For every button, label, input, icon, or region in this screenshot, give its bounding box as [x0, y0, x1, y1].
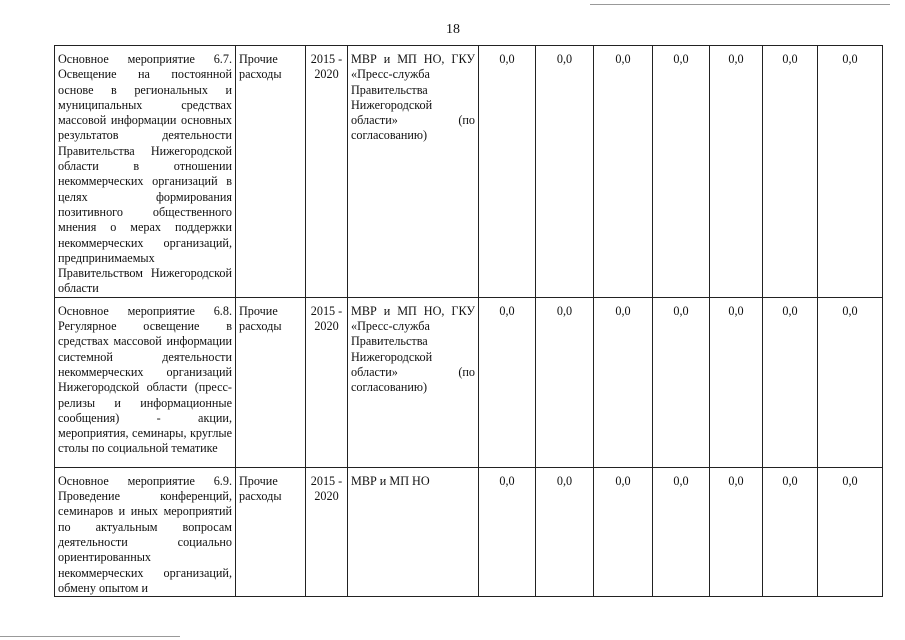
funding-value: 0,0: [479, 46, 536, 298]
implementation-years: 2015 - 2020: [306, 46, 348, 298]
bottom-scan-line: [0, 636, 180, 637]
funding-value: 0,0: [818, 467, 883, 596]
funding-value: 0,0: [710, 467, 763, 596]
executor: МВР и МП НО: [348, 467, 479, 596]
implementation-years: 2015 - 2020: [306, 467, 348, 596]
table-row: [55, 46, 883, 298]
funding-value: 0,0: [536, 46, 594, 298]
funding-value: 0,0: [763, 297, 818, 467]
funding-value: 0,0: [594, 467, 653, 596]
executor: МВР и МП НО, ГКУ «Пресс-служба Правительства Нижегородской области» (по согласованию): [348, 46, 479, 298]
funding-value: 0,0: [710, 46, 763, 298]
funding-value: 0,0: [818, 297, 883, 467]
funding-value: 0,0: [479, 467, 536, 596]
funding-value: 0,0: [710, 297, 763, 467]
expense-type: Прочие расходы: [236, 297, 306, 467]
funding-value: 0,0: [763, 467, 818, 596]
funding-value: 0,0: [536, 467, 594, 596]
funding-value: 0,0: [594, 297, 653, 467]
funding-value: 0,0: [818, 46, 883, 298]
executor: МВР и МП НО, ГКУ «Пресс-служба Правительства Нижегородской области» (по согласованию): [348, 297, 479, 467]
top-scan-line: [590, 4, 890, 5]
activity-description: Основное мероприятие 6.9. Проведение конференций, семинаров и иных мероприятий по актуальным вопросам деятельности социально ориентированных некоммерческих организаций, обмену опытом и: [55, 467, 236, 596]
activity-description: Основное мероприятие 6.8. Регулярное освещение в средствах массовой информации системной деятельности некоммерческих организаций Нижегородской области (пресс-релизы и информационные сообщения) - акции, мероприятия, семинары, круглые столы по социальной тематике: [55, 297, 236, 467]
expense-type: Прочие расходы: [236, 46, 306, 298]
page-number: 18: [446, 22, 460, 37]
activity-description: Основное мероприятие 6.7. Освещение на постоянной основе в региональных и муниципальных средствах массовой информации основных результатов деятельности Правительства Нижегородской области в отношении некоммерческих организаций в целях формирования позитивного общественного мнения о мерах поддержки некоммерческих организаций, предпринимаемых Правительством Нижегородской области: [55, 46, 236, 298]
expense-type: Прочие расходы: [236, 467, 306, 596]
funding-value: 0,0: [479, 297, 536, 467]
funding-value: 0,0: [653, 297, 710, 467]
funding-value: 0,0: [763, 46, 818, 298]
implementation-years: 2015 - 2020: [306, 297, 348, 467]
funding-value: 0,0: [594, 46, 653, 298]
funding-value: 0,0: [653, 467, 710, 596]
table-row: [55, 467, 883, 596]
table-row: [55, 297, 883, 467]
program-activities-table: [54, 45, 883, 597]
funding-value: 0,0: [653, 46, 710, 298]
funding-value: 0,0: [536, 297, 594, 467]
